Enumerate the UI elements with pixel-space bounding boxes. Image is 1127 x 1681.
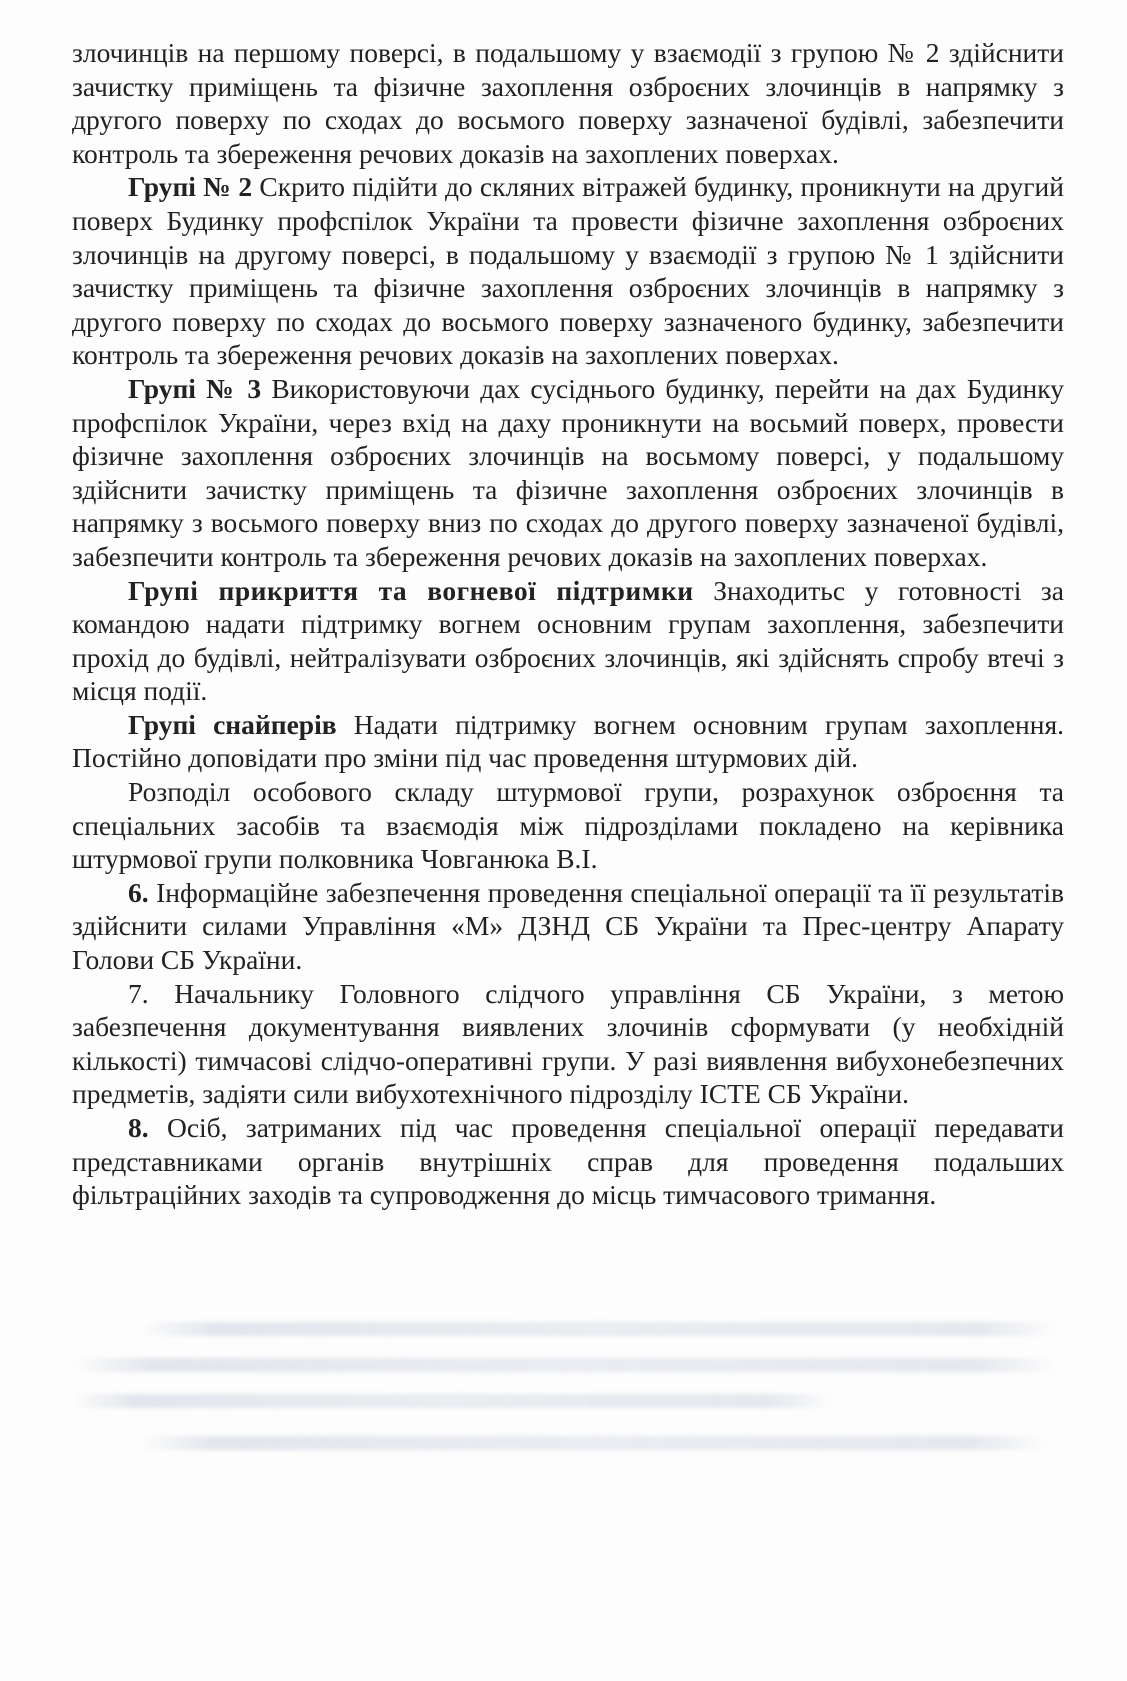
group-3-label: Групі № 3 <box>128 372 262 404</box>
erased-line <box>72 1358 1057 1372</box>
item-8-number: 8. <box>128 1112 149 1143</box>
paragraph-text: Осіб, затриманих під час проведення спеціальної операції передавати представниками органів внутрішніх справ для проведення подальших фільтраційних заходів та супроводження до місць тимчасового тримання. <box>72 1112 1064 1211</box>
paragraph-item-8 <box>72 1111 1064 1212</box>
cover-fire-group-label: Групі прикриття та вогневої підтримки <box>128 574 694 606</box>
erased-line <box>72 1394 832 1408</box>
paragraph-text: Скрито підійти до скляних вітражей будинку, проникнути на другий поверх Будинку профспілок України та провести фізичне захоплення озброєних злочинців на другому поверсі, в подальшому у взаємодії з групою № 1 здійснити зачистку приміщень та фізичне захоплення озброєних злочинців в напрямку з другого поверху по сходах до восьмого поверху зазначеного будинку, забезпечити контроль та збереження речових доказів на захоплених поверхах. <box>72 171 1064 371</box>
paragraph-text: злочинців на першому поверсі, в подальшому у взаємодії з групою № 2 здійснити зачистку приміщень та фізичне захоплення озброєних злочинців в напрямку з другого поверху по сходах до восьмого поверху зазначеної будівлі, забезпечити контроль та збереження речових доказів на захоплених поверхах. <box>72 37 1064 169</box>
item-6-number: 6. <box>128 876 149 908</box>
erased-text-area <box>140 1318 1060 1448</box>
paragraph-text: Інформаційне забезпечення проведення спеціальної операції та її результатів здійснити силами Управління «М» ДЗНД СБ України та Прес-центру Апарату Голови СБ України. <box>72 876 1064 976</box>
item-7-number: 7. <box>128 977 149 1009</box>
paragraph-text: Розподіл особового складу штурмової групи, розрахунок озброєння та спеціальних засобів та взаємодія між підрозділами покладено на керівника штурмової групи полковника Човганюка В.І. <box>72 776 1064 875</box>
paragraph-group-1-continuation <box>72 36 1064 170</box>
paragraph-text: Надати підтримку вогнем основним групам захоплення. Постійно доповідати про зміни під час проведення штурмових дій. <box>72 708 1064 774</box>
paragraph-sniper-group <box>72 708 1064 775</box>
document-body <box>72 36 1064 1212</box>
paragraph-group-2 <box>72 170 1064 372</box>
paragraph-text: Знаходитьс у готовності за командою надати підтримку вогнем основним групам захоплення, забезпечити прохід до будівлі, нейтралізувати озброєних злочинців, які здійснять спробу втечі з місця події. <box>72 574 1064 707</box>
paragraph-text: Використовуючи дах сусіднього будинку, перейти на дах Будинку профспілок України, через вхід на даху проникнути на восьмий поверх, провести фізичне захоплення озброєних злочинців на восьмому поверсі, у подальшому здійснити зачистку приміщень та фізичне захоплення озброєних злочинців в напрямку з восьмого поверху вниз по сходах до другого поверху зазначеної будівлі, забезпечити контроль та збереження речових доказів на захоплених поверхах. <box>72 372 1064 572</box>
erased-line <box>140 1322 1055 1336</box>
paragraph-item-6 <box>72 876 1064 977</box>
paragraph-cover-fire-group <box>72 574 1064 708</box>
paragraph-item-7 <box>72 977 1064 1111</box>
group-2-label: Групі № 2 <box>128 171 253 203</box>
paragraph-assault-group-distribution <box>72 775 1064 876</box>
paragraph-group-3 <box>72 372 1064 574</box>
sniper-group-label: Групі снайперів <box>128 708 337 740</box>
paragraph-text: Начальнику Головного слідчого управління СБ України, з метою забезпечення документування виявлених злочинів сформувати (у необхідній кількості) тимчасові слідчо-оперативні групи. У разі виявлення вибухонебезпечних предметів, задіяти сили вибухотехнічного підрозділу ІСТЕ СБ України. <box>72 977 1064 1110</box>
erased-line <box>140 1436 1045 1450</box>
